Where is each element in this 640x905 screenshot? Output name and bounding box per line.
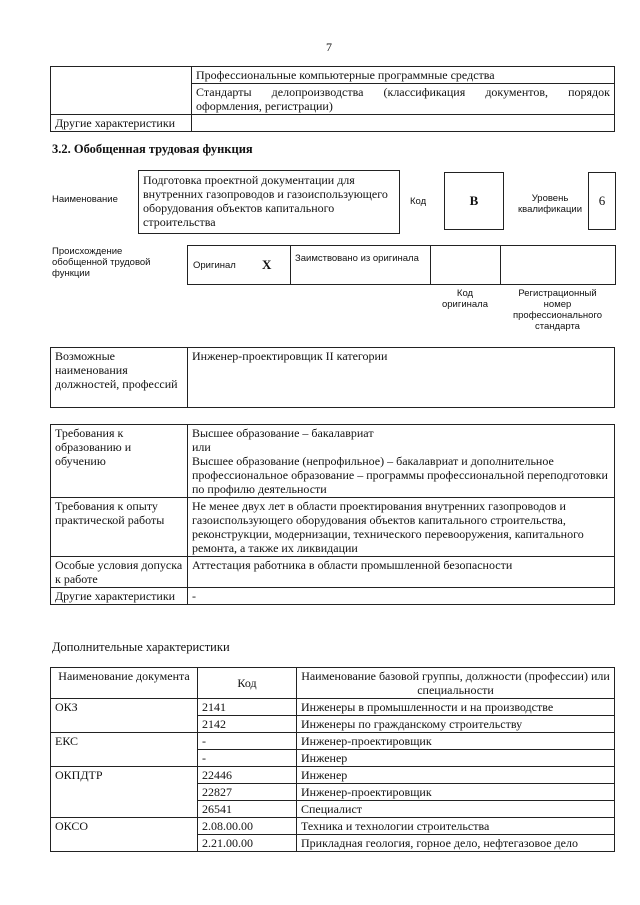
cell-code: 26541 — [198, 801, 297, 818]
cell-name: Инженеры в промышленности и на производстве — [297, 699, 615, 716]
top-other-label: Другие характеристики — [51, 115, 192, 132]
cell-name: Прикладная геология, горное дело, нефтегазовое дело — [297, 835, 615, 852]
cell-doc: ЕКС — [51, 733, 198, 750]
education-line-3: Высшее образование (непрофильное) – бакалавриат и дополнительное профессиональное образование – программы профессиональной переподготовки по профилю деятельности — [192, 454, 608, 496]
top-row-1: Профессиональные компьютерные программные средства — [192, 67, 615, 84]
positions-value: Инженер-проектировщик II категории — [188, 348, 615, 408]
cell-doc — [51, 801, 198, 818]
cell-code: 2141 — [198, 699, 297, 716]
table-row — [51, 835, 615, 852]
cell-code: - — [198, 750, 297, 767]
level-value: 6 — [588, 172, 616, 230]
cell-doc: ОКЗ — [51, 699, 198, 716]
table-row — [51, 733, 615, 750]
education-label: Требования к образованию и обучению — [51, 425, 188, 498]
education-line-1: Высшее образование – бакалавриат — [192, 426, 374, 440]
cell-code: - — [198, 733, 297, 750]
positions-label: Возможные наименования должностей, профессий — [51, 348, 188, 408]
other-value: - — [188, 588, 615, 605]
code-value: B — [444, 172, 504, 230]
header-code: Код — [198, 668, 297, 699]
original-label: Оригинал — [193, 260, 236, 271]
cell-name: Техника и технологии строительства — [297, 818, 615, 835]
table-row — [51, 716, 615, 733]
cell-code: 22827 — [198, 784, 297, 801]
table-row — [51, 750, 615, 767]
origin-box — [187, 245, 616, 285]
cell-doc — [51, 750, 198, 767]
cell-name: Инженер — [297, 750, 615, 767]
top-row-2: Стандарты делопроизводства (классификация документов, порядок оформления, регистрации) — [192, 84, 615, 115]
additional-title: Дополнительные характеристики — [52, 640, 230, 654]
table-row — [51, 818, 615, 835]
section-title: 3.2. Обобщенная трудовая функция — [52, 142, 253, 156]
original-mark: X — [262, 257, 272, 272]
experience-label: Требования к опыту практической работы — [51, 498, 188, 557]
table-row — [51, 801, 615, 818]
cell-doc — [51, 716, 198, 733]
cell-doc — [51, 784, 198, 801]
name-label: Наименование — [52, 194, 118, 205]
additional-table — [50, 667, 615, 852]
origin-label: Происхождение обобщенной трудовой функции — [52, 246, 151, 279]
requirements-table — [50, 424, 615, 605]
table-row — [51, 784, 615, 801]
cell-doc: ОКСО — [51, 818, 198, 835]
cell-code: 2.21.00.00 — [198, 835, 297, 852]
cell-code: 2.08.00.00 — [198, 818, 297, 835]
name-value: Подготовка проектной документации для внутренних газопроводов и газоиспользующего оборудования объектов капитального строительства — [138, 170, 400, 234]
education-line-2: или — [192, 440, 211, 454]
table-row — [51, 767, 615, 784]
cell-name: Специалист — [297, 801, 615, 818]
cell-name: Инженеры по гражданскому строительству — [297, 716, 615, 733]
code-label: Код — [410, 196, 427, 207]
top-table — [50, 66, 615, 132]
cell-code: 2142 — [198, 716, 297, 733]
other-label: Другие характеристики — [51, 588, 188, 605]
cell-name: Инженер-проектировщик — [297, 733, 615, 750]
experience-value: Не менее двух лет в области проектирования внутренних газопроводов и газоиспользующего оборудования объектов капитального строительства, реконструкции, модернизации, технического перевооружения, капитального ремонта, а также их ликвидации — [188, 498, 615, 557]
borrowed-label: Заимствовано из оригинала — [295, 253, 419, 264]
header-doc: Наименование документа — [51, 668, 198, 699]
level-label: Уровень квалификации — [517, 193, 583, 215]
code-original-label: Код оригинала — [441, 288, 488, 310]
cell-code: 22446 — [198, 767, 297, 784]
cell-name: Инженер-проектировщик — [297, 784, 615, 801]
cell-doc: ОКПДТР — [51, 767, 198, 784]
page-number: 7 — [326, 40, 332, 54]
cell-doc — [51, 835, 198, 852]
positions-table — [50, 347, 615, 408]
special-value: Аттестация работника в области промышленной безопасности — [188, 557, 615, 588]
special-label: Особые условия допуска к работе — [51, 557, 188, 588]
cell-name: Инженер — [297, 767, 615, 784]
header-name: Наименование базовой группы, должности (профессии) или специальности — [297, 668, 615, 699]
table-row — [51, 699, 615, 716]
reg-number-label: Регистрационный номер профессионального стандарта — [513, 288, 602, 332]
